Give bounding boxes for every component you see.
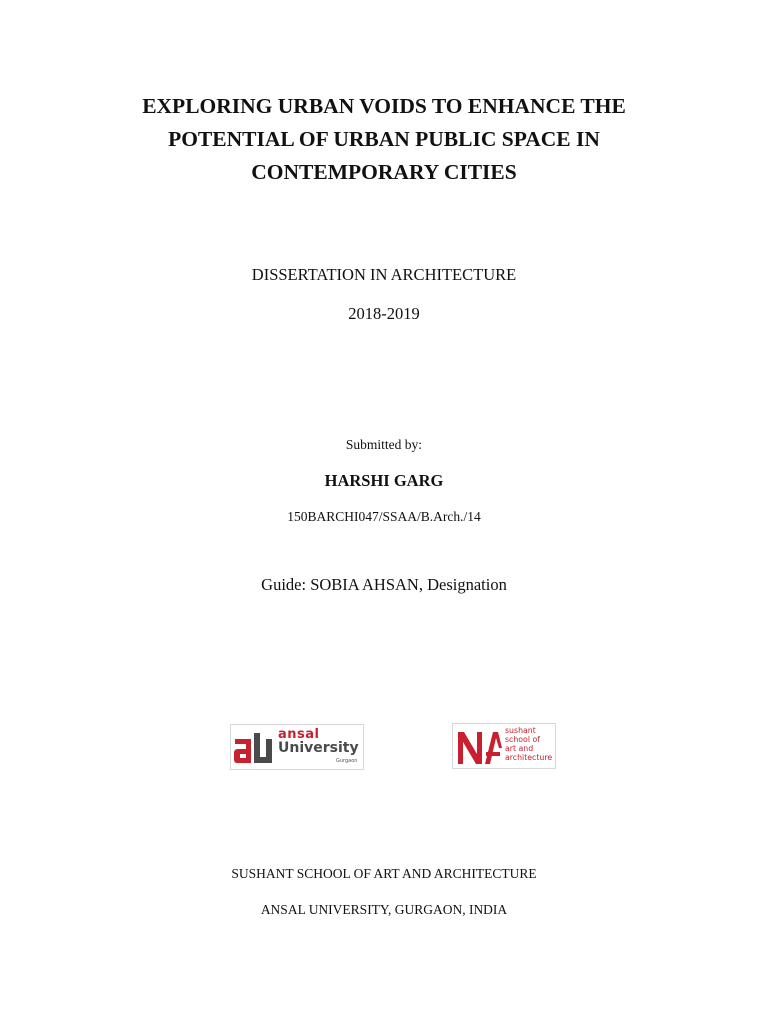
author-name: HARSHI GARG	[324, 471, 444, 490]
sushant-logo-line-3: art and	[505, 744, 534, 753]
dissertation-subtitle: DISSERTATION IN ARCHITECTURE	[251, 265, 517, 284]
ansal-university-logo	[230, 724, 364, 770]
title-line-2: POTENTIAL OF URBAN PUBLIC SPACE IN	[168, 127, 600, 151]
title-line-1: EXPLORING URBAN VOIDS TO ENHANCE THE	[142, 94, 626, 118]
sushant-logo-line-2: school of	[505, 735, 540, 744]
title-line-3: CONTEMPORARY CITIES	[251, 160, 517, 184]
sushant-school-logo	[452, 723, 556, 769]
sushant-logo-text	[505, 726, 552, 762]
ansal-logo-line3: Gurgaon	[336, 758, 358, 764]
guide-info: Guide: SOBIA AHSAN, Designation	[261, 575, 507, 594]
thesis-title	[0, 90, 768, 189]
university-name: ANSAL UNIVERSITY, GURGAON, INDIA	[260, 902, 508, 917]
submitted-by-label: Submitted by:	[345, 437, 423, 452]
academic-year: 2018-2019	[348, 304, 420, 323]
enrollment-number: 150BARCHI047/SSAA/B.Arch./14	[287, 509, 481, 524]
ansal-au-mark-icon	[233, 729, 277, 765]
school-name: SUSHANT SCHOOL OF ART AND ARCHITECTURE	[231, 866, 537, 881]
sushant-logo-line-4: architecture	[505, 753, 553, 762]
sushant-ssaa-mark-icon	[455, 728, 503, 766]
ansal-logo-line2: University	[278, 740, 359, 756]
sushant-logo-line-1: sushant	[505, 726, 536, 735]
ansal-logo-line1: ansal	[278, 727, 320, 742]
